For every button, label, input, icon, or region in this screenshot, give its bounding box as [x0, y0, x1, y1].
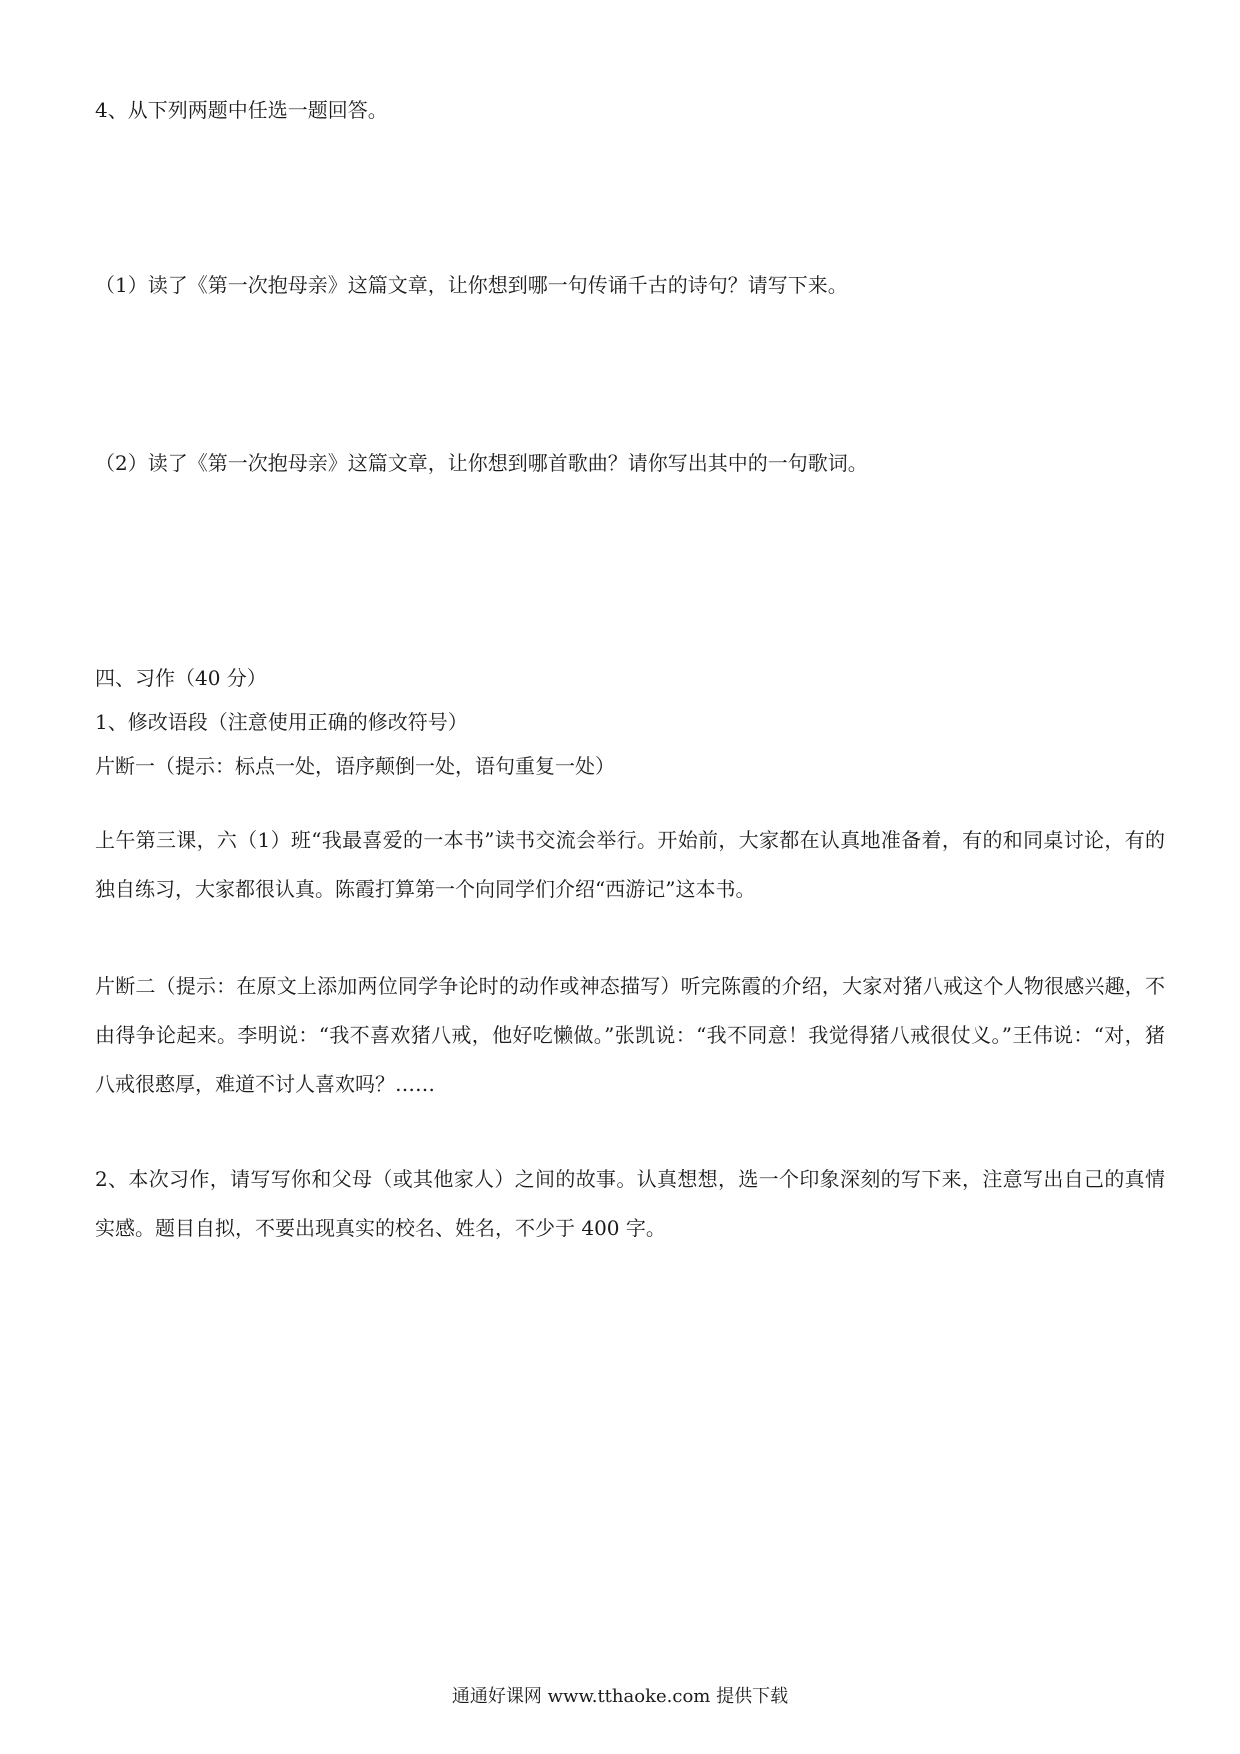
fragment-1-hint: 片断一（提示：标点一处，语序颠倒一处，语句重复一处） — [95, 754, 615, 778]
question-4-option-2: （2）读了《第一次抱母亲》这篇文章，让你想到哪首歌曲？请你写出其中的一句歌词。 — [95, 451, 868, 475]
fragment-2-paragraph: 片断二（提示：在原文上添加两位同学争论时的动作或神态描写）听完陈霞的介绍，大家对猪八戒这个人物很感兴趣，不由得争论起来。李明说：“我不喜欢猪八戒，他好吃懒做。”张凯说：“我不同意！我觉得猪八戒很仗义。”王伟说：“对，猪八戒很憨厚，难道不讨人喜欢吗？…… — [95, 974, 1165, 1096]
item-2-paragraph: 2、本次习作，请写写你和父母（或其他家人）之间的故事。认真想想，选一个印象深刻的写下来，注意写出自己的真情实感。题目自拟，不要出现真实的校名、姓名，不少于 400 字。 — [95, 1167, 1165, 1240]
item-1-heading: 1、修改语段（注意使用正确的修改符号） — [95, 710, 468, 734]
question-4-option-1: （1）读了《第一次抱母亲》这篇文章，让你想到哪一句传诵千古的诗句？请写下来。 — [95, 273, 848, 297]
question-4-heading: 4、从下列两题中任选一题回答。 — [95, 98, 388, 122]
page-footer: 通通好课网 www.tthaoke.com 提供下载 — [451, 1686, 789, 1707]
fragment-1-paragraph: 上午第三课，六（1）班“我最喜爱的一本书”读书交流会举行。开始前，大家都在认真地准备着，有的和同桌讨论，有的独自练习，大家都很认真。陈霞打算第一个向同学们介绍“西游记”这本书。 — [95, 828, 1165, 901]
section-title: 四、习作（40 分） — [95, 666, 267, 690]
